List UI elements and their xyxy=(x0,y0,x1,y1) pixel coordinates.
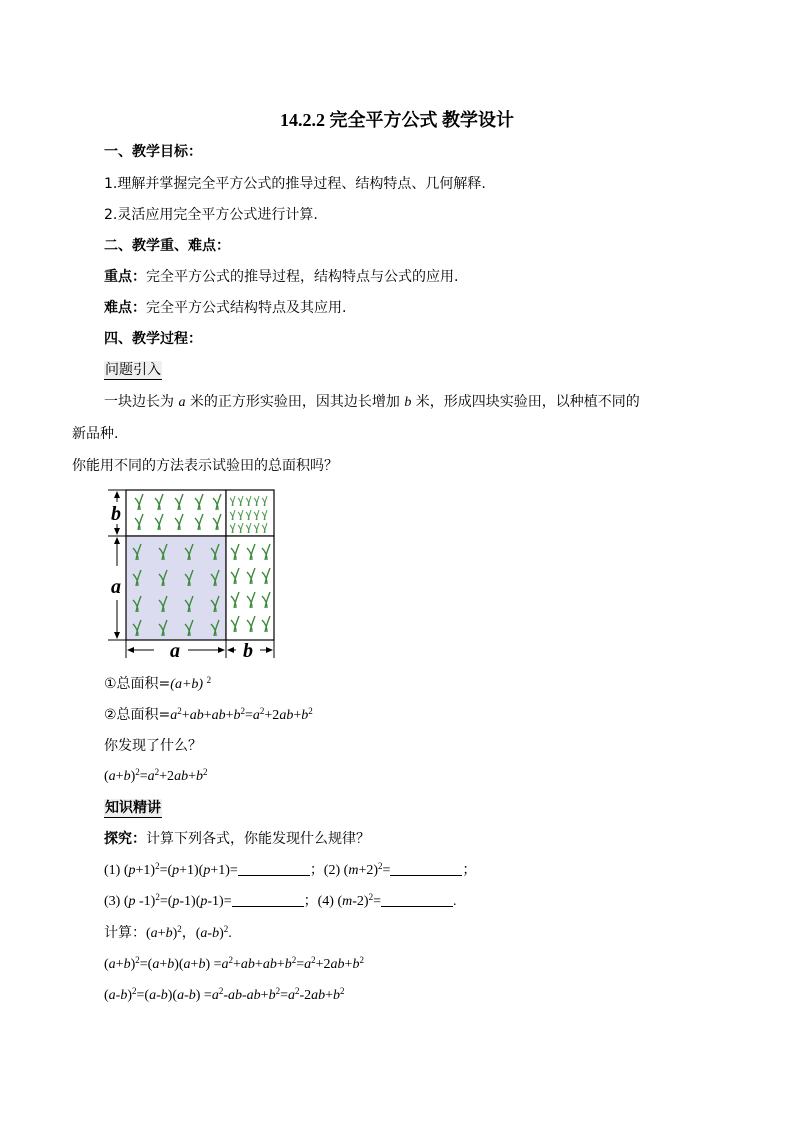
area-1-label: ①总面积= xyxy=(104,676,171,692)
key-point-label: 重点： xyxy=(104,269,146,285)
page-title: 14.2.2 完全平方公式 教学设计 xyxy=(280,110,514,130)
section-heading-goals: 一、教学目标： xyxy=(104,144,202,160)
intro-paragraph-cont: 新品种. xyxy=(72,426,119,442)
exercise-row-2: (3) (p -1)$^2$=(p-1)(p-1)= ；(4) $(m-2)^2=$ . xyxy=(104,892,457,909)
label-b-bottom: b xyxy=(243,640,253,662)
field-ab-top xyxy=(126,490,226,536)
calc-label: 计算： xyxy=(104,925,146,941)
intro-text-2: 米的正方形实验田，因其边长增加 xyxy=(185,394,405,410)
key-point-text: 完全平方公式的推导过程，结构特点与公式的应用. xyxy=(146,269,459,285)
intro-tag-line xyxy=(104,360,162,380)
difficult-point-text: 完全平方公式结构特点及其应用. xyxy=(146,300,347,316)
explore-label: 探究： xyxy=(104,831,146,847)
calc-line: 计算：$(a+b)^2$，$(a-b)^2$. xyxy=(104,924,232,941)
explore-line xyxy=(104,829,370,849)
discover-question: 你发现了什么？ xyxy=(104,738,202,754)
intro-question: 你能用不同的方法表示试验田的总面积吗？ xyxy=(72,458,338,474)
answer-blank-4[interactable] xyxy=(381,892,453,907)
key-point xyxy=(104,267,458,287)
label-a-left: a xyxy=(111,576,121,598)
answer-blank-1[interactable] xyxy=(238,861,310,876)
intro-text-1: 一块边长为 xyxy=(104,394,179,410)
area-2-label: ②总面积= xyxy=(104,707,171,723)
label-a-bottom: a xyxy=(170,640,180,662)
difficult-point-label: 难点： xyxy=(104,300,146,316)
derivation-difference: $(a-b)^2=(a-b)(a-b) =a^2-ab-ab+b^2=a^2-2ab+b^2$ xyxy=(104,986,345,1003)
goal-item-2: 2.灵活应用完全平方公式进行计算. xyxy=(104,207,318,223)
section-heading-process: 四、教学过程： xyxy=(104,331,202,347)
answer-blank-3[interactable] xyxy=(232,892,304,907)
knowledge-tag-line xyxy=(104,798,162,818)
derivation-sum: $(a+b)^2=(a+b)(a+b) =a^2+ab+ab+b^2=a^2+2ab+b^2$ xyxy=(104,955,364,972)
label-b-left: b xyxy=(111,503,121,525)
area-method-2: ②总面积$=a^2+ab+ab+b^2=a^2+2ab+b^2$ xyxy=(104,706,313,723)
intro-var-b: b xyxy=(404,395,412,410)
section-heading-key-points: 二、教学重、难点： xyxy=(104,238,230,254)
answer-blank-2[interactable] xyxy=(390,861,462,876)
area-method-1: ①总面积=(a+b) $^2$ xyxy=(104,675,212,692)
square-area-figure xyxy=(104,486,284,662)
goal-item-1: 1.理解并掌握完全平方公式的推导过程、结构特点、几何解释. xyxy=(104,176,486,192)
explore-text: 计算下列各式，你能发现什么规律？ xyxy=(146,831,370,847)
intro-paragraph xyxy=(104,392,640,413)
intro-text-3: 米，形成四块实验田，以种植不同的 xyxy=(411,394,640,410)
intro-tag: 问题引入 xyxy=(105,362,161,378)
exercise-row-1: (1) $(p+1)^2=(p+1)(p+1)=$ ；(2) $(m+2)^2=$ ； xyxy=(104,861,477,878)
intro-var-a: a xyxy=(178,395,186,410)
formula-square-sum: $(a+b)^2=a^2+2ab+b^2$ xyxy=(104,767,208,784)
knowledge-tag: 知识精讲 xyxy=(105,800,161,816)
difficult-point xyxy=(104,298,346,318)
